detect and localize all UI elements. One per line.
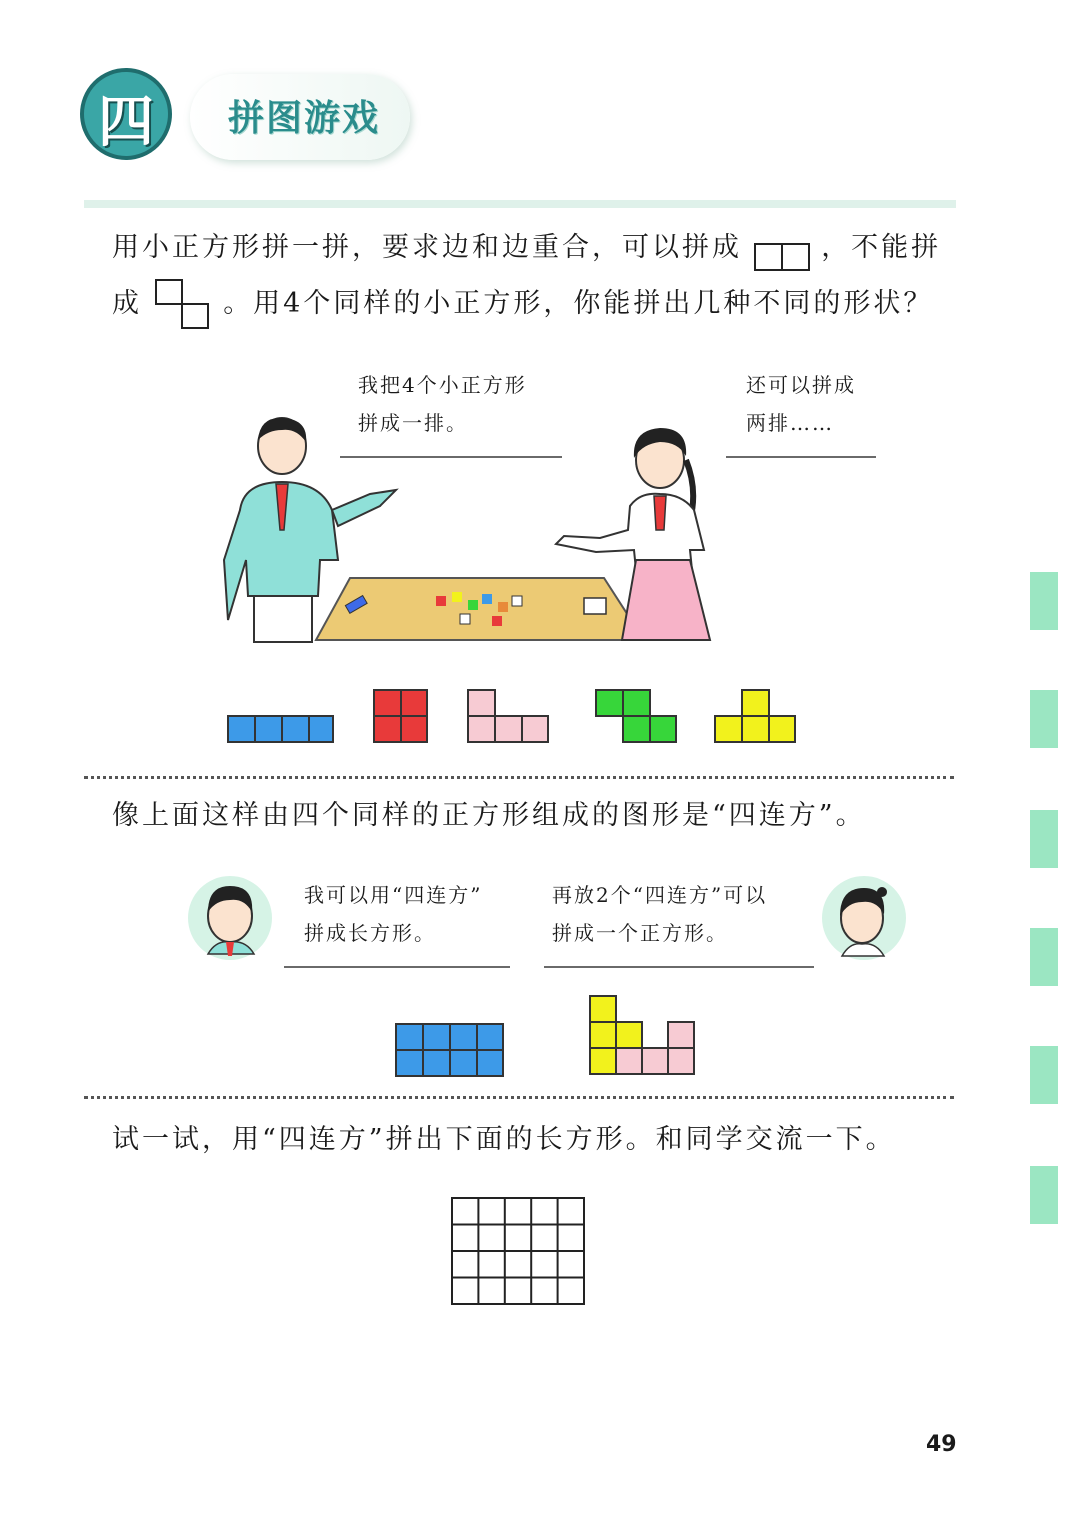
yellow-and-pink-composite <box>590 996 694 1074</box>
tetromino-compositions <box>390 990 710 1082</box>
intro-line-2-text-b: 。用4个同样的小正方形，你能拼出几种不同的形状？ <box>223 288 934 319</box>
intro-line-1-text-a: 用小正方形拼一拼，要求边和边重合，可以拼成 <box>112 232 742 263</box>
boy-speech-2-line-2: 拼成长方形。 <box>304 921 436 945</box>
l-tetromino-pink <box>468 690 548 742</box>
chapter-badge <box>80 68 172 160</box>
girl-speech-bubble <box>726 366 876 458</box>
girl-bubble-2-underline <box>544 952 814 968</box>
tetromino-row <box>220 684 810 750</box>
side-tab-4 <box>1030 928 1058 986</box>
chapter-number: 四 <box>98 90 154 155</box>
side-tab-6 <box>1030 1166 1058 1224</box>
section-divider-2 <box>84 1096 954 1099</box>
girl-speech-line-1: 还可以拼成 <box>746 373 856 397</box>
intro-line-1-text-b: ，不能拼 <box>821 232 942 263</box>
boy-speech-bubble-2 <box>284 876 510 968</box>
i-tetromino-blue <box>228 716 333 742</box>
girl-bubble-underline <box>726 442 876 458</box>
boy-portrait-icon <box>186 872 272 966</box>
girl-speech-bubble-2 <box>544 876 814 968</box>
side-tab-3 <box>1030 810 1058 868</box>
o-tetromino-red <box>374 690 427 742</box>
page-number: 49 <box>926 1432 957 1457</box>
children-at-table-illustration <box>220 410 720 646</box>
z-tetromino-green <box>596 690 676 742</box>
disallowed-corner-svg <box>154 278 212 332</box>
boy-speech-line-2: 拼成一排。 <box>358 411 468 435</box>
intro-line-2-text-a: 成 <box>112 288 142 319</box>
page-title: 拼图游戏 <box>228 98 381 139</box>
task-text: 试一试，用“四连方”拼出下面的长方形。和同学交流一下。 <box>112 1124 896 1155</box>
t-tetromino-yellow <box>715 690 795 742</box>
empty-grid-5x4 <box>450 1196 588 1308</box>
side-tab-2 <box>1030 690 1058 748</box>
girl-speech-2-line-2: 拼成一个正方形。 <box>552 921 728 945</box>
boy-speech-line-1: 我把4个小正方形 <box>358 373 527 397</box>
boy-bubble-2-underline <box>284 952 510 968</box>
intro-paragraph <box>112 220 942 332</box>
section-divider-1 <box>84 776 954 779</box>
allowed-domino-svg <box>754 243 810 271</box>
definition-text: 像上面这样由四个同样的正方形组成的图形是“四连方”。 <box>112 800 866 831</box>
boy-speech-2-line-1: 我可以用“四连方” <box>304 883 483 907</box>
girl-speech-2-line-1: 再放2个“四连方”可以 <box>552 883 768 907</box>
girl-portrait-icon <box>820 872 908 966</box>
side-tab-5 <box>1030 1046 1058 1104</box>
girl-speech-line-2: 两排…… <box>746 411 834 435</box>
intro-line-1 <box>112 220 942 276</box>
allowed-domino-shape <box>754 235 810 263</box>
blue-rectangle-from-two-i-tetrominoes <box>396 1024 503 1076</box>
disallowed-corner-shape <box>154 278 212 332</box>
table-icon <box>316 578 644 640</box>
intro-line-2 <box>112 276 942 332</box>
side-tab-1 <box>1030 572 1058 630</box>
